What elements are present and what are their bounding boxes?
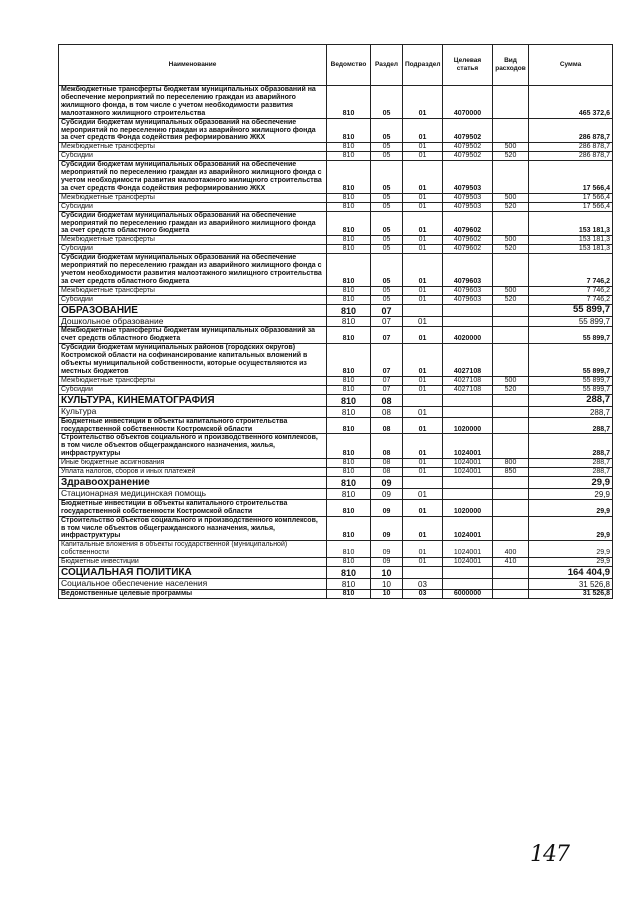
- cell-subsection: 01: [403, 161, 443, 194]
- cell-type: [493, 161, 529, 194]
- cell-subsection: [403, 394, 443, 406]
- table-row: [59, 295, 613, 304]
- cell-subsection: 01: [403, 434, 443, 459]
- header-name: Наименование: [59, 45, 327, 86]
- cell-target: 6000000: [443, 589, 493, 598]
- cell-subsection: [403, 567, 443, 579]
- table-row: [59, 344, 613, 377]
- cell-target: [443, 476, 493, 488]
- cell-sum: 55 899,7: [529, 316, 613, 327]
- cell-name: КУЛЬТУРА, КИНЕМАТОГРАФИЯ: [59, 394, 327, 406]
- cell-subsection: 01: [403, 202, 443, 211]
- cell-subsection: [403, 304, 443, 316]
- cell-subsection: 01: [403, 295, 443, 304]
- table-row: [59, 304, 613, 316]
- cell-section: 08: [371, 459, 403, 468]
- cell-dept: 810: [327, 193, 371, 202]
- table-row: [59, 193, 613, 202]
- cell-section: 05: [371, 295, 403, 304]
- cell-section: 05: [371, 118, 403, 143]
- cell-sum: 29,9: [529, 499, 613, 516]
- cell-name: Бюджетные инвестиции в объекты капитального строительства государственной собственности Костромской области: [59, 499, 327, 516]
- cell-type: [493, 254, 529, 287]
- cell-sum: 288,7: [529, 459, 613, 468]
- cell-dept: 810: [327, 589, 371, 598]
- cell-dept: 810: [327, 202, 371, 211]
- cell-subsection: 01: [403, 143, 443, 152]
- cell-dept: 810: [327, 327, 371, 344]
- cell-section: 05: [371, 143, 403, 152]
- cell-sum: 153 181,3: [529, 211, 613, 236]
- cell-name: Бюджетные инвестиции: [59, 558, 327, 567]
- cell-type: 410: [493, 558, 529, 567]
- cell-subsection: 01: [403, 459, 443, 468]
- cell-sum: 55 899,7: [529, 327, 613, 344]
- cell-type: [493, 417, 529, 434]
- cell-type: 400: [493, 541, 529, 558]
- cell-dept: 810: [327, 245, 371, 254]
- cell-name: Стационарная медицинская помощь: [59, 489, 327, 500]
- cell-subsection: 01: [403, 499, 443, 516]
- cell-section: 08: [371, 468, 403, 477]
- cell-name: Межбюджетные трансферты бюджетам муниципальных образований на обеспечение мероприятий по переселению граждан из аварийного жилищного фонда, в том числе с учетом необходимости развития малоэтажного жилищного строительства: [59, 86, 327, 119]
- cell-sum: 29,9: [529, 558, 613, 567]
- cell-sum: 55 899,7: [529, 376, 613, 385]
- cell-type: 520: [493, 385, 529, 394]
- cell-type: 800: [493, 459, 529, 468]
- cell-section: 05: [371, 86, 403, 119]
- table-row: [59, 468, 613, 477]
- cell-subsection: 01: [403, 327, 443, 344]
- table-row: [59, 516, 613, 541]
- cell-dept: 810: [327, 407, 371, 418]
- cell-dept: 810: [327, 558, 371, 567]
- cell-dept: 810: [327, 316, 371, 327]
- cell-section: 05: [371, 236, 403, 245]
- cell-type: 520: [493, 245, 529, 254]
- table-row: [59, 489, 613, 500]
- cell-name: Социальное обеспечение населения: [59, 579, 327, 590]
- cell-target: 4079503: [443, 161, 493, 194]
- cell-section: 09: [371, 476, 403, 488]
- cell-name: Межбюджетные трансферты: [59, 376, 327, 385]
- cell-name: Межбюджетные трансферты: [59, 193, 327, 202]
- cell-type: [493, 476, 529, 488]
- cell-dept: 810: [327, 211, 371, 236]
- cell-subsection: 01: [403, 407, 443, 418]
- cell-dept: 810: [327, 459, 371, 468]
- cell-subsection: 01: [403, 489, 443, 500]
- budget-table: [58, 44, 613, 599]
- cell-target: 1020000: [443, 417, 493, 434]
- cell-target: 4079502: [443, 143, 493, 152]
- table-row: [59, 476, 613, 488]
- cell-target: 4079603: [443, 286, 493, 295]
- cell-type: 500: [493, 236, 529, 245]
- cell-section: 09: [371, 541, 403, 558]
- cell-target: 4079602: [443, 236, 493, 245]
- cell-subsection: 01: [403, 86, 443, 119]
- table-row: [59, 434, 613, 459]
- cell-section: 07: [371, 316, 403, 327]
- cell-sum: 153 181,3: [529, 245, 613, 254]
- cell-target: 4027108: [443, 376, 493, 385]
- cell-name: Межбюджетные трансферты бюджетам муниципальных образований за счет средств областного бюджета: [59, 327, 327, 344]
- cell-sum: 31 526,8: [529, 589, 613, 598]
- page-number: 147: [530, 842, 569, 867]
- cell-dept: 810: [327, 304, 371, 316]
- cell-target: [443, 407, 493, 418]
- cell-target: 1024001: [443, 459, 493, 468]
- cell-type: [493, 567, 529, 579]
- cell-section: 07: [371, 385, 403, 394]
- cell-section: 07: [371, 376, 403, 385]
- cell-subsection: 01: [403, 558, 443, 567]
- cell-target: [443, 579, 493, 590]
- cell-type: [493, 316, 529, 327]
- cell-name: Субсидии: [59, 295, 327, 304]
- cell-target: [443, 394, 493, 406]
- cell-name: Ведомственные целевые программы: [59, 589, 327, 598]
- cell-target: 4020000: [443, 327, 493, 344]
- cell-type: [493, 327, 529, 344]
- table-row: [59, 152, 613, 161]
- cell-target: 4079502: [443, 118, 493, 143]
- cell-subsection: 01: [403, 376, 443, 385]
- cell-name: Субсидии бюджетам муниципальных образований на обеспечение мероприятий по переселению граждан из аварийного жилищного фонда за счет средств областного бюджета: [59, 211, 327, 236]
- cell-dept: 810: [327, 385, 371, 394]
- cell-sum: 55 899,7: [529, 385, 613, 394]
- cell-subsection: 01: [403, 254, 443, 287]
- cell-sum: 7 746,2: [529, 295, 613, 304]
- cell-target: 1024001: [443, 541, 493, 558]
- cell-name: Иные бюджетные ассигнования: [59, 459, 327, 468]
- cell-section: 05: [371, 254, 403, 287]
- cell-target: 1024001: [443, 468, 493, 477]
- cell-type: 850: [493, 468, 529, 477]
- table-row: [59, 86, 613, 119]
- cell-target: [443, 567, 493, 579]
- cell-subsection: 01: [403, 516, 443, 541]
- cell-sum: 288,7: [529, 417, 613, 434]
- cell-name: Субсидии бюджетам муниципальных образований на обеспечение мероприятий по переселению граждан из аварийного жилищного фонда с учетом необходимости развития малоэтажного жилищного строительства за счет средств областного бюджета: [59, 254, 327, 287]
- cell-dept: 810: [327, 161, 371, 194]
- cell-sum: 288,7: [529, 407, 613, 418]
- cell-target: 4079603: [443, 295, 493, 304]
- table-row: [59, 589, 613, 598]
- cell-subsection: 01: [403, 385, 443, 394]
- cell-name: Субсидии бюджетам муниципальных образований на обеспечение мероприятий по переселению граждан из аварийного жилищного фонда с учетом необходимости развития малоэтажного жилищного строительства за счет средств Фонда содействия реформированию ЖКХ: [59, 161, 327, 194]
- header-sum: Сумма: [529, 45, 613, 86]
- cell-section: 10: [371, 589, 403, 598]
- cell-subsection: 03: [403, 579, 443, 590]
- cell-target: [443, 304, 493, 316]
- cell-type: [493, 211, 529, 236]
- table-row: [59, 394, 613, 406]
- cell-sum: 164 404,9: [529, 567, 613, 579]
- cell-section: 08: [371, 407, 403, 418]
- cell-dept: 810: [327, 394, 371, 406]
- cell-type: 500: [493, 376, 529, 385]
- cell-sum: 17 566,4: [529, 193, 613, 202]
- cell-dept: 810: [327, 417, 371, 434]
- cell-name: Бюджетные инвестиции в объекты капитального строительства государственной собственности Костромской области: [59, 417, 327, 434]
- table-row: [59, 558, 613, 567]
- cell-target: [443, 316, 493, 327]
- cell-target: 4079603: [443, 254, 493, 287]
- cell-target: 4070000: [443, 86, 493, 119]
- cell-dept: 810: [327, 344, 371, 377]
- cell-name: Капитальные вложения в объекты государственной (муниципальной) собственности: [59, 541, 327, 558]
- cell-sum: 55 899,7: [529, 344, 613, 377]
- cell-sum: 55 899,7: [529, 304, 613, 316]
- cell-sum: 7 746,2: [529, 254, 613, 287]
- cell-subsection: 01: [403, 344, 443, 377]
- cell-type: 520: [493, 202, 529, 211]
- cell-type: [493, 579, 529, 590]
- cell-dept: 810: [327, 254, 371, 287]
- cell-target: 4079503: [443, 202, 493, 211]
- cell-section: 08: [371, 434, 403, 459]
- cell-dept: 810: [327, 236, 371, 245]
- cell-dept: 810: [327, 295, 371, 304]
- table-row: [59, 254, 613, 287]
- cell-target: 4027108: [443, 344, 493, 377]
- cell-dept: 810: [327, 579, 371, 590]
- cell-section: 09: [371, 489, 403, 500]
- table-row: [59, 202, 613, 211]
- cell-type: 520: [493, 295, 529, 304]
- cell-dept: 810: [327, 434, 371, 459]
- cell-target: [443, 489, 493, 500]
- table-row: [59, 118, 613, 143]
- cell-type: [493, 407, 529, 418]
- cell-name: ОБРАЗОВАНИЕ: [59, 304, 327, 316]
- table-row: [59, 245, 613, 254]
- cell-type: [493, 489, 529, 500]
- cell-name: СОЦИАЛЬНАЯ ПОЛИТИКА: [59, 567, 327, 579]
- cell-type: [493, 589, 529, 598]
- cell-section: 05: [371, 193, 403, 202]
- cell-sum: 286 878,7: [529, 118, 613, 143]
- cell-subsection: 01: [403, 417, 443, 434]
- cell-sum: 465 372,6: [529, 86, 613, 119]
- cell-dept: 810: [327, 499, 371, 516]
- cell-type: [493, 434, 529, 459]
- table-row: [59, 385, 613, 394]
- cell-dept: 810: [327, 489, 371, 500]
- cell-target: 4079602: [443, 211, 493, 236]
- cell-subsection: 01: [403, 245, 443, 254]
- cell-sum: 153 181,3: [529, 236, 613, 245]
- table-row: [59, 316, 613, 327]
- table-row: [59, 459, 613, 468]
- cell-section: 05: [371, 211, 403, 236]
- table-row: [59, 236, 613, 245]
- cell-section: 10: [371, 579, 403, 590]
- cell-section: 07: [371, 327, 403, 344]
- cell-name: Субсидии бюджетам муниципальных районов (городских округов) Костромской области на софинансирование капитальных вложений в объекты муниципальной собственности, которые осуществляются из местных бюджетов: [59, 344, 327, 377]
- cell-dept: 810: [327, 376, 371, 385]
- cell-section: 05: [371, 286, 403, 295]
- cell-sum: 29,9: [529, 516, 613, 541]
- cell-type: [493, 516, 529, 541]
- cell-name: Субсидии: [59, 202, 327, 211]
- cell-subsection: 01: [403, 193, 443, 202]
- cell-dept: 810: [327, 541, 371, 558]
- cell-dept: 810: [327, 468, 371, 477]
- cell-dept: 810: [327, 567, 371, 579]
- cell-section: 09: [371, 499, 403, 516]
- cell-section: 09: [371, 516, 403, 541]
- header-type: Вид расходов: [493, 45, 529, 86]
- cell-type: [493, 304, 529, 316]
- cell-sum: 31 526,8: [529, 579, 613, 590]
- cell-name: Дошкольное образование: [59, 316, 327, 327]
- cell-sum: 286 878,7: [529, 143, 613, 152]
- cell-sum: 288,7: [529, 468, 613, 477]
- cell-sum: 288,7: [529, 434, 613, 459]
- header-subsection: Подраздел: [403, 45, 443, 86]
- table-row: [59, 407, 613, 418]
- cell-section: 07: [371, 344, 403, 377]
- table-row: [59, 286, 613, 295]
- cell-section: 05: [371, 161, 403, 194]
- cell-type: [493, 499, 529, 516]
- cell-sum: 29,9: [529, 476, 613, 488]
- header-row: [59, 45, 613, 86]
- cell-name: Субсидии бюджетам муниципальных образований на обеспечение мероприятий по переселению граждан из аварийного жилищного фонда за счет средств Фонда содействия реформированию ЖКХ: [59, 118, 327, 143]
- cell-subsection: 01: [403, 286, 443, 295]
- cell-sum: 17 566,4: [529, 202, 613, 211]
- cell-dept: 810: [327, 118, 371, 143]
- cell-dept: 810: [327, 143, 371, 152]
- cell-dept: 810: [327, 152, 371, 161]
- cell-target: 4079503: [443, 193, 493, 202]
- cell-sum: 17 566,4: [529, 161, 613, 194]
- cell-section: 07: [371, 304, 403, 316]
- cell-sum: 288,7: [529, 394, 613, 406]
- cell-subsection: 03: [403, 589, 443, 598]
- cell-dept: 810: [327, 86, 371, 119]
- header-target: Целевая статья: [443, 45, 493, 86]
- cell-subsection: 01: [403, 316, 443, 327]
- table-row: [59, 211, 613, 236]
- table-row: [59, 499, 613, 516]
- cell-name: Строительство объектов социального и производственного комплексов, в том числе объектов общегражданского назначения, жилья, инфраструктуры: [59, 434, 327, 459]
- table-row: [59, 143, 613, 152]
- table-row: [59, 417, 613, 434]
- cell-subsection: 01: [403, 468, 443, 477]
- cell-name: Здравоохранение: [59, 476, 327, 488]
- cell-sum: 29,9: [529, 489, 613, 500]
- cell-name: Уплата налогов, сборов и иных платежей: [59, 468, 327, 477]
- table-row: [59, 161, 613, 194]
- cell-target: 4079602: [443, 245, 493, 254]
- cell-type: 520: [493, 152, 529, 161]
- cell-dept: 810: [327, 476, 371, 488]
- cell-name: Субсидии: [59, 152, 327, 161]
- table-row: [59, 541, 613, 558]
- cell-name: Субсидии: [59, 385, 327, 394]
- cell-section: 09: [371, 558, 403, 567]
- cell-dept: 810: [327, 286, 371, 295]
- cell-target: 1024001: [443, 434, 493, 459]
- table-row: [59, 567, 613, 579]
- cell-type: [493, 344, 529, 377]
- header-section: Раздел: [371, 45, 403, 86]
- cell-sum: 286 878,7: [529, 152, 613, 161]
- cell-type: 500: [493, 143, 529, 152]
- cell-subsection: 01: [403, 118, 443, 143]
- table-row: [59, 376, 613, 385]
- cell-sum: 29,9: [529, 541, 613, 558]
- cell-subsection: 01: [403, 541, 443, 558]
- cell-subsection: [403, 476, 443, 488]
- cell-name: Межбюджетные трансферты: [59, 143, 327, 152]
- cell-section: 05: [371, 245, 403, 254]
- cell-type: [493, 118, 529, 143]
- cell-target: 1024001: [443, 516, 493, 541]
- cell-subsection: 01: [403, 236, 443, 245]
- cell-target: 1024001: [443, 558, 493, 567]
- cell-section: 08: [371, 394, 403, 406]
- header-dept: Ведомство: [327, 45, 371, 86]
- cell-type: [493, 394, 529, 406]
- table-body: [59, 86, 613, 599]
- cell-subsection: 01: [403, 152, 443, 161]
- cell-type: 500: [493, 286, 529, 295]
- cell-target: 1020000: [443, 499, 493, 516]
- cell-name: Межбюджетные трансферты: [59, 286, 327, 295]
- cell-type: [493, 86, 529, 119]
- cell-name: Строительство объектов социального и производственного комплексов, в том числе объектов общегражданского назначения, жилья, инфраструктуры: [59, 516, 327, 541]
- cell-section: 05: [371, 152, 403, 161]
- cell-subsection: 01: [403, 211, 443, 236]
- cell-name: Субсидии: [59, 245, 327, 254]
- table-row: [59, 327, 613, 344]
- table-row: [59, 579, 613, 590]
- cell-section: 05: [371, 202, 403, 211]
- cell-sum: 7 746,2: [529, 286, 613, 295]
- cell-type: 500: [493, 193, 529, 202]
- cell-target: 4027108: [443, 385, 493, 394]
- cell-target: 4079502: [443, 152, 493, 161]
- cell-section: 10: [371, 567, 403, 579]
- cell-dept: 810: [327, 516, 371, 541]
- cell-section: 08: [371, 417, 403, 434]
- cell-name: Культура: [59, 407, 327, 418]
- cell-name: Межбюджетные трансферты: [59, 236, 327, 245]
